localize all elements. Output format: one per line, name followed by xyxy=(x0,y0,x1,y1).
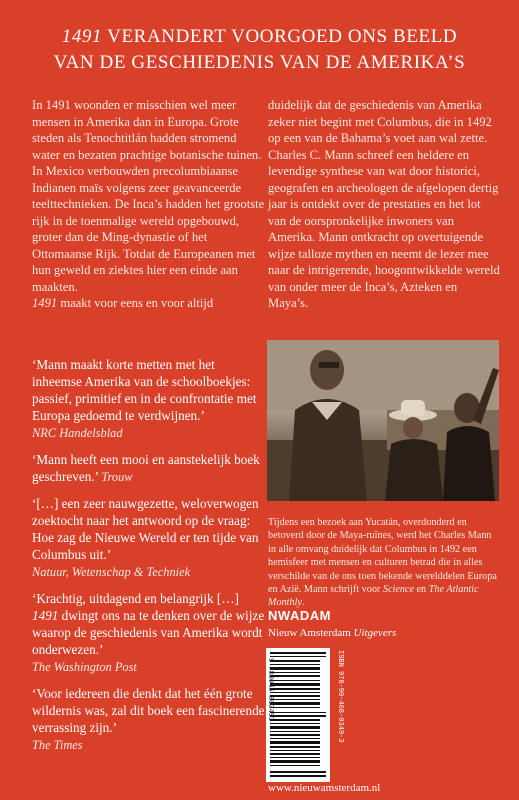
quote-text: ‘Voor iedereen die denkt dat het één grote wildernis was, zal dit boek een fascinerende verrassing zijn.’ xyxy=(32,686,265,735)
review-quote xyxy=(32,451,266,486)
ean-number xyxy=(262,658,272,792)
barcode-block xyxy=(266,648,350,782)
caption-magazine-2: The Atlantic Monthly xyxy=(268,584,479,609)
caption-and: en xyxy=(413,584,429,596)
quote-title-ref: 1491 xyxy=(32,608,59,623)
author-photo-image xyxy=(267,340,499,501)
publisher-name-italic: Uitgevers xyxy=(353,627,397,639)
quote-source: NRC Handelsblad xyxy=(32,426,123,440)
title-line-1-text: VERANDERT VOORGOED ONS BEELD xyxy=(107,26,458,47)
blurb-left-column xyxy=(32,97,266,312)
barcode xyxy=(266,648,330,782)
blurb-right-paragraph: duidelijk dat de geschiedenis van Amerika zeker niet begint met Columbus, die in 1492 op een van de Bahama’s voet aan wal zette. Charles C. Mann schreef een heldere en levendige synthese van wat door historici, geografen en archeologen de afgelopen dertig jaar is ontdekt over de prestaties en het lot van de oorspronkelijke inwoners van Amerika. Mann ontkracht op overtuigende wijze talloze mythen en neemt de lezer mee naar de intrigerende, hoogontwikkelde wereld van onder meer de Inca’s, Azteken en Maya’s. xyxy=(268,98,500,310)
review-quote xyxy=(32,685,266,754)
blurb-title-ref: 1491 xyxy=(32,296,58,310)
ean-digits: 9 789046 803493 xyxy=(266,658,274,722)
publisher-logo: NWADAM xyxy=(268,608,331,623)
title-line-1 xyxy=(0,27,519,46)
quote-text-cont: dwingt ons na te denken over de wijze waarop de geschiedenis van Amerika wordt onderwezen.’ xyxy=(32,608,265,657)
quote-text: ‘Krachtig, uitdagend en belangrijk […] xyxy=(32,591,239,606)
blurb-right-column xyxy=(268,97,500,312)
quote-source: The Times xyxy=(32,738,83,752)
quote-source: The Washington Post xyxy=(32,660,137,674)
author-photo xyxy=(267,340,499,501)
quote-text: ‘Mann heeft een mooi en aanstekelijk boek geschreven.’ xyxy=(32,452,260,484)
isbn-number: ISBN 978-90-468-0349-3 xyxy=(336,650,344,743)
blurb-left-tail: maakt voor eens en voor altijd xyxy=(57,296,214,310)
quote-source: Natuur, Wetenschap & Techniek xyxy=(32,565,191,579)
blurb-left-paragraph: In 1491 woonden er misschien wel meer mensen in Amerika dan in Europa. Grote steden als Tenochtitlán hadden stromend water en bezaten prachtige botanische tuinen. In Mexico verbouwden precolumbiaanse Indianen maïs volgens zeer geavanceerde teelttechnieken. De Inca’s hadden het grootste rijk in de toenmalige wereld opgebouwd, groter dan de Ming-dynastie of het Ottomaanse Rijk. Totdat de Europeanen met hun geweld en ziektes hier een einde aan maakten. xyxy=(32,98,265,294)
review-quote xyxy=(32,590,266,676)
publisher-name xyxy=(268,627,396,639)
publisher-name-text: Nieuw Amsterdam xyxy=(268,627,354,639)
barcode-bars xyxy=(270,652,326,778)
title-year: 1491 xyxy=(61,26,103,47)
isbn xyxy=(334,648,346,782)
publisher-url: www.nieuwamsterdam.nl xyxy=(268,782,381,794)
blurb-left-paragraph-2 xyxy=(32,295,266,312)
review-quote xyxy=(32,495,266,581)
caption-text: Tijdens een bezoek aan Yucatán, overdonderd en betoverd door de Maya-ruïnes, werd het Charles Mann in alle omvang duidelijk dat Columbus in 1492 een hemisfeer met mensen en culturen betrad die in alles verschilde van de ons toen bekende werelddelen Europa en Azië. Mann schrijft voor xyxy=(268,517,497,596)
quote-source: Trouw xyxy=(101,470,133,484)
caption-magazine-1: Science xyxy=(382,584,414,596)
review-quotes xyxy=(32,356,266,763)
caption-end: . xyxy=(301,597,305,609)
photo-caption xyxy=(268,516,500,610)
title-line-2: VAN DE GESCHIEDENIS VAN DE AMERIKA’S xyxy=(53,52,466,73)
quote-text: ‘[…] een zeer nauwgezette, weloverwogen zoektocht naar het antwoord op de vraag: Hoe zag de Nieuwe Wereld er ten tijde van Columbus uit.’ xyxy=(32,496,259,562)
review-quote xyxy=(32,356,266,442)
quote-text: ‘Mann maakt korte metten met het inheemse Amerika van de schoolboekjes: passief, primitief en in de confrontatie met Europa gedoemd te verdwijnen.’ xyxy=(32,357,257,423)
